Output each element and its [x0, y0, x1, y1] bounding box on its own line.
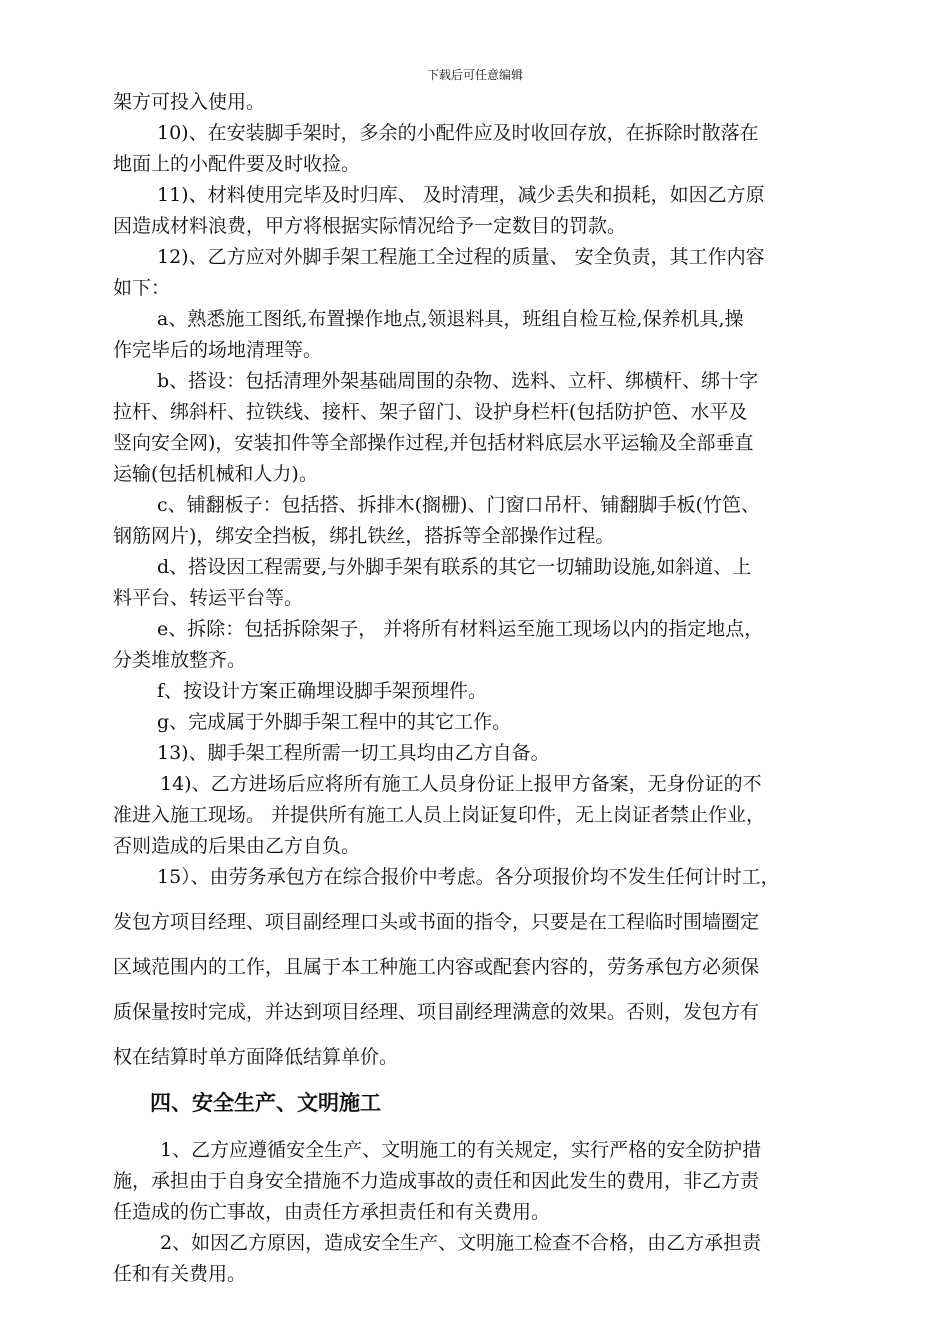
text-line: 钢筋网片)，绑安全挡板，绑扎铁丝，搭拆等全部操作过程。	[113, 525, 615, 547]
text-line: 质保量按时完成，并达到项目经理、项目副经理满意的效果。否则，发包方有	[113, 1001, 760, 1023]
text-line: 竖向安全网)，安装扣件等全部操作过程,并包括材料底层水平运输及全部垂直	[113, 432, 754, 454]
page-header: 下载后可任意编辑	[426, 68, 523, 82]
text-line: f、按设计方案正确埋设脚手架预埋件。	[157, 680, 488, 702]
text-line: 如下：	[113, 277, 171, 299]
text-line: 12)、乙方应对外脚手架工程施工全过程的质量、 安全负责，其工作内容	[157, 246, 765, 268]
text-line: c、铺翻板子：包括搭、拆排木(搁栅)、门窗口吊杆、铺翻脚手板(竹笆、	[157, 494, 760, 516]
text-line: 分类堆放整齐。	[113, 649, 247, 671]
text-line: 任和有关费用。	[113, 1263, 247, 1285]
text-line: 2、如因乙方原因，造成安全生产、文明施工检查不合格，由乙方承担责	[160, 1232, 762, 1254]
text-line: 因造成材料浪费，甲方将根据实际情况给予一定数目的罚款。	[113, 215, 627, 237]
text-line: 施，承担由于自身安全措施不力造成事故的责任和因此发生的费用，非乙方责	[113, 1170, 760, 1192]
text-line: 料平台、转运平台等。	[113, 587, 304, 609]
text-line: 准进入施工现场。 并提供所有施工人员上岗证复印件，无上岗证者禁止作业，	[113, 804, 766, 826]
text-line: 13)、脚手架工程所需一切工具均由乙方自备。	[157, 742, 550, 764]
text-line: 发包方项目经理、项目副经理口头或书面的指令，只要是在工程临时围墙圈定	[113, 911, 760, 933]
text-line: 区域范围内的工作，且属于本工种施工内容或配套内容的，劳务承包方必须保	[113, 956, 760, 978]
section-heading: 四、安全生产、文明施工	[150, 1091, 381, 1115]
text-line: 架方可投入使用。	[113, 91, 266, 113]
text-line: d、搭设因工程需要,与外脚手架有联系的其它一切辅助设施,如斜道、上	[157, 556, 752, 578]
text-line: 地面上的小配件要及时收捡。	[113, 153, 361, 175]
text-line: 15）、由劳务承包方在综合报价中考虑。各分项报价均不发生任何计时工，	[157, 866, 780, 888]
text-line: 运输(包括机械和人力)。	[113, 463, 318, 485]
text-line: 作完毕后的场地清理等。	[113, 339, 323, 361]
text-line: 否则造成的后果由乙方自负。	[113, 835, 361, 857]
text-line: a、熟悉施工图纸,布置操作地点,领退料具，班组自检互检,保养机具,操	[157, 308, 744, 330]
text-line: 权在结算时单方面降低结算单价。	[113, 1046, 399, 1068]
text-line: 11)、材料使用完毕及时归库、 及时清理，减少丢失和损耗，如因乙方原	[157, 184, 765, 206]
text-line: b、搭设：包括清理外架基础周围的杂物、选料、立杆、绑横杆、绑十字	[157, 370, 759, 392]
text-line: 1、乙方应遵循安全生产、文明施工的有关规定，实行严格的安全防护措	[160, 1139, 762, 1161]
text-line: 拉杆、绑斜杆、拉铁线、接杆、架子留门、设护身栏杆(包括防护笆、水平及	[113, 401, 748, 423]
text-line: 任造成的伤亡事故，由责任方承担责任和有关费用。	[113, 1201, 551, 1223]
text-line: g、完成属于外脚手架工程中的其它工作。	[157, 711, 512, 733]
text-line: e、拆除：包括拆除架子， 并将所有材料运至施工现场以内的指定地点，	[157, 618, 764, 640]
text-line: 10)、在安装脚手架时，多余的小配件应及时收回存放，在拆除时散落在	[157, 122, 759, 144]
text-line: 14)、乙方进场后应将所有施工人员身份证上报甲方备案，无身份证的不	[160, 773, 762, 795]
